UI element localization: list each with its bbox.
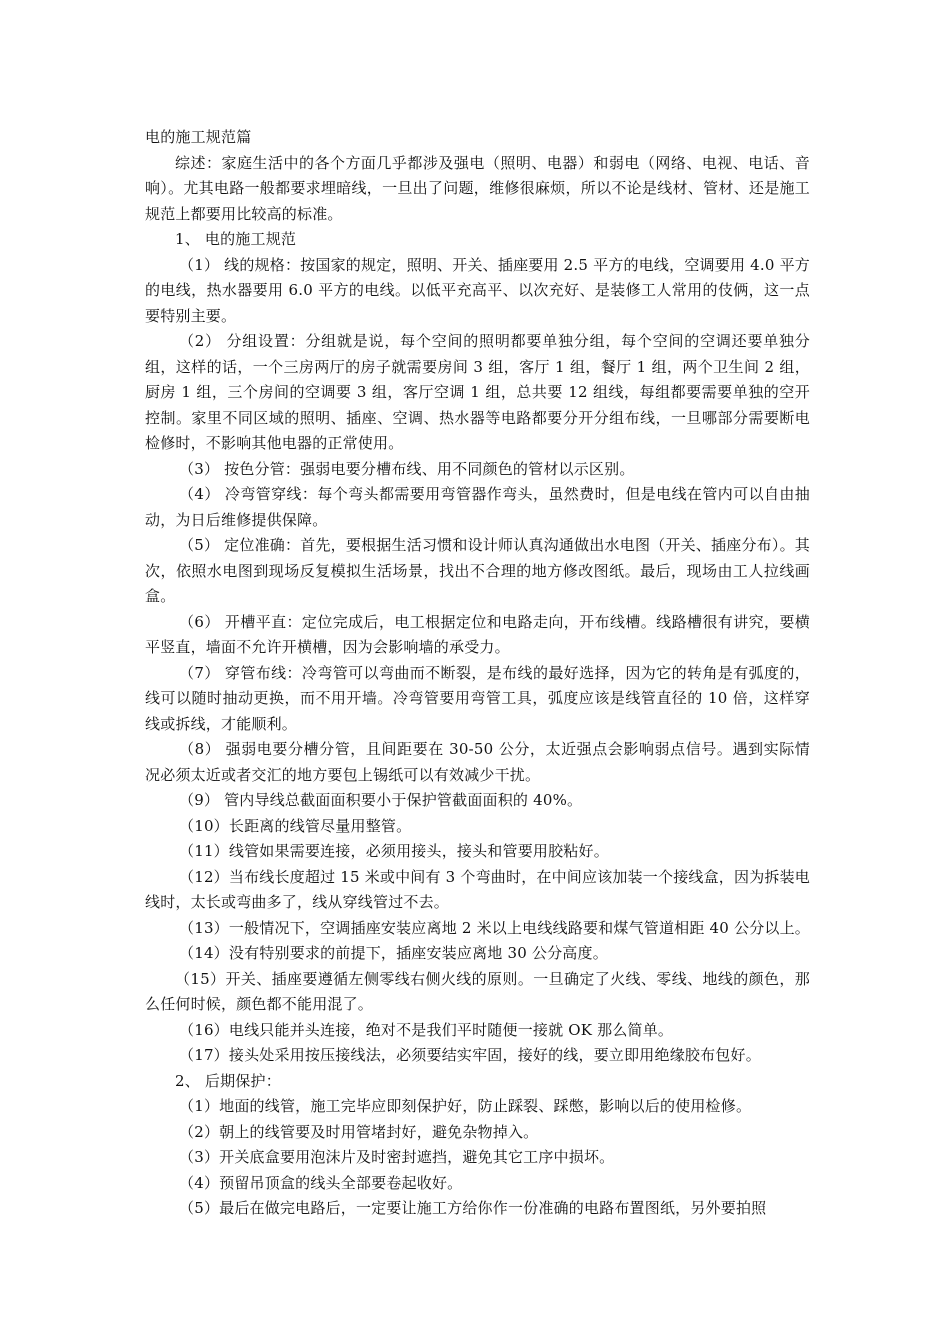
paragraph-item: （3）开关底盒要用泡沫片及时密封遮挡，避免其它工序中损坏。 [179, 1148, 615, 1166]
paragraph-item: （14）没有特别要求的前提下，插座安装应离地 30 公分高度。 [179, 944, 608, 962]
document-body [145, 125, 810, 1222]
paragraph-item: （1） 线的规格：按国家的规定，照明、开关、插座要用 2.5 平方的电线，空调要用 4.0 平方的电线，热水器要用 6.0 平方的电线。以低平充高平、以次充好、是装修工人常用的伎俩，这一点要特别主要。 [145, 255, 810, 325]
paragraph-item: （2） 分组设置：分组就是说，每个空间的照明都要单独分组，每个空间的空调还要单独分组，这样的话，一个三房两厅的房子就需要房间 3 组，客厅 1 组，餐厅 1 组，两个卫生间 2 组，厨房 1 组，三个房间的空调要 3 组，客厅空调 1 组，总共要 12 组线，每组都要需要单独的空开控制。家里不同区域的照明、插座、空调、热水器等电路都要分开分组布线，一旦哪部分需要断电检修时，不影响其他电器的正常使用。 [145, 332, 810, 452]
paragraph-item: （13）一般情况下，空调插座安装应离地 2 米以上电线线路要和煤气管道相距 40 公分以上。 [179, 918, 810, 937]
paragraph-item: （12）当布线长度超过 15 米或中间有 3 个弯曲时，在中间应该加装一个接线盒，因为拆装电线时，太长或弯曲多了，线从穿线管过不去。 [145, 867, 810, 911]
section-heading-1: 1、 电的施工规范 [175, 230, 297, 248]
paragraph-item: （8） 强弱电要分槽分管，且间距要在 30-50 公分，太近强点会影响弱点信号。遇到实际情况必须太近或者交汇的地方要包上锡纸可以有效减少干扰。 [145, 740, 810, 784]
paragraph-item: （9） 管内导线总截面面积要小于保护管截面面积的 40%。 [179, 791, 583, 809]
paragraph-item: （16）电线只能并头连接，绝对不是我们平时随便一接就 OK 那么简单。 [179, 1020, 674, 1039]
paragraph-item: （5）最后在做完电路后，一定要让施工方给你作一份准确的电路布置图纸，另外要拍照 [179, 1199, 767, 1217]
paragraph-item: （10）长距离的线管尽量用整管。 [179, 816, 412, 835]
paragraph-item: （3） 按色分管：强弱电要分槽布线、用不同颜色的管材以示区别。 [179, 459, 635, 478]
paragraph-item: （17）接头处采用按压接线法，必须要结实牢固，接好的线，要立即用绝缘胶布包好。 [179, 1046, 761, 1064]
section-heading-2: 2、 后期保护： [175, 1071, 281, 1090]
paragraph-item: （5） 定位准确：首先，要根据生活习惯和设计师认真沟通做出水电图（开关、插座分布）。其次，依照水电图到现场反复模拟生活场景，找出不合理的地方修改图纸。最后，现场由工人拉线画盒。 [145, 536, 810, 605]
paragraph-item: （4）预留吊顶盒的线头全部要卷起收好。 [179, 1173, 463, 1192]
paragraph-item: （2）朝上的线管要及时用管堵封好，避免杂物掉入。 [179, 1122, 539, 1141]
paragraph-item: （6） 开槽平直：定位完成后，电工根据定位和电路走向，开布线槽。线路槽很有讲究，要横平竖直，墙面不允许开横槽，因为会影响墙的承受力。 [145, 612, 810, 656]
document-title: 电的施工规范篇 [145, 128, 252, 146]
paragraph-item: （1）地面的线管，施工完毕应即刻保护好，防止踩裂、踩憋，影响以后的使用检修。 [179, 1097, 752, 1115]
paragraph-item: （4） 冷弯管穿线：每个弯头都需要用弯管器作弯头，虽然费时，但是电线在管内可以自由抽动，为日后维修提供保障。 [145, 485, 810, 529]
paragraph-item: （15）开关、插座要遵循左侧零线右侧火线的原则。一旦确定了火线、零线、地线的颜色，那么任何时候，颜色都不能用混了。 [145, 969, 810, 1013]
paragraph-item: （7） 穿管布线：冷弯管可以弯曲而不断裂，是布线的最好选择，因为它的转角是有弧度的，线可以随时抽动更换，而不用开墙。冷弯管要用弯管工具，弧度应该是线管直径的 10 倍，这样穿线或拆线，才能顺利。 [145, 663, 810, 733]
paragraph-overview: 综述：家庭生活中的各个方面几乎都涉及强电（照明、电器）和弱电（网络、电视、电话、音响）。尤其电路一般都要求埋暗线，一旦出了问题，维修很麻烦，所以不论是线材、管材、还是施工规范上都要用比较高的标准。 [145, 153, 810, 223]
paragraph-item: （11）线管如果需要连接，必须用接头，接头和管要用胶粘好。 [179, 842, 609, 860]
